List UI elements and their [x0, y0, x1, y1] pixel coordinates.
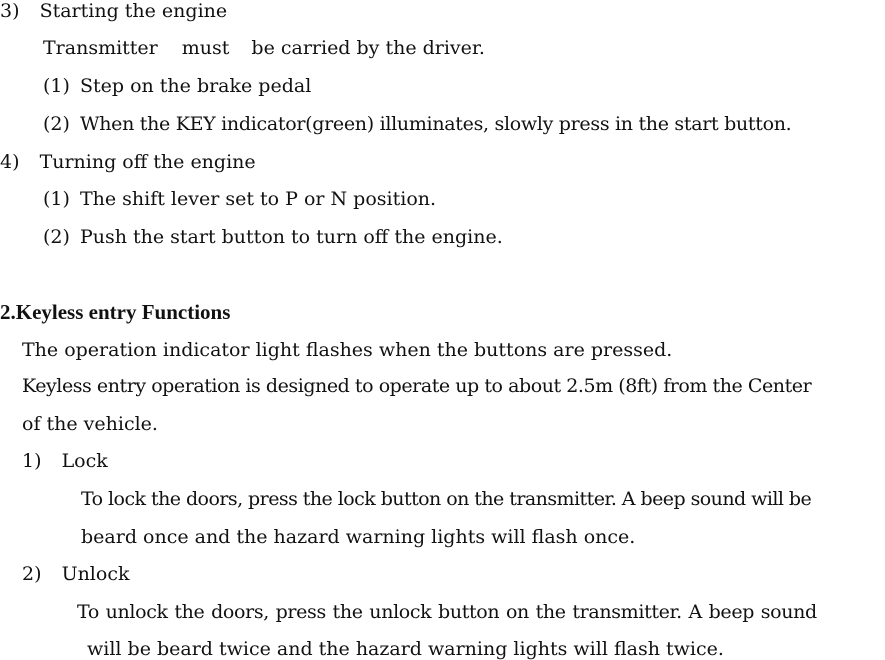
step-text: Step on the brake pedal: [79, 75, 312, 97]
unlock-number: 2): [22, 563, 42, 585]
keyless-para1: The operation indicator light flashes when the buttons are pressed.: [22, 339, 673, 361]
step-text: When the KEY indicator(green) illuminates, slowly press in the start button.: [79, 113, 792, 135]
lock-line1: To lock the doors, press the lock button on the transmitter. A beep sound will be: [81, 488, 812, 510]
step-number: (2): [43, 113, 70, 135]
section3-step-1: [43, 75, 311, 97]
lock-heading: [22, 450, 108, 472]
section3-note-word1: Transmitter: [43, 37, 158, 59]
unlock-title: Unlock: [61, 563, 130, 585]
section4-step-2: [43, 226, 503, 248]
step-number: (1): [43, 188, 70, 210]
step-number: (1): [43, 75, 70, 97]
lock-line2: beard once and the hazard warning lights will flash once.: [81, 526, 636, 548]
step-text: Push the start button to turn off the engine.: [79, 226, 503, 248]
unlock-line2: will be beard twice and the hazard warning lights will flash twice.: [87, 638, 724, 660]
step-text: The shift lever set to P or N position.: [79, 188, 437, 210]
keyless-para2-line2: of the vehicle.: [22, 413, 158, 435]
section3-note: [43, 37, 485, 59]
section3-number: 3): [0, 0, 20, 22]
step-number: (2): [43, 226, 70, 248]
unlock-heading: [22, 563, 129, 585]
section4-number: 4): [0, 151, 20, 173]
section3-step-2: [43, 113, 791, 135]
keyless-heading: 2.Keyless entry Functions: [0, 300, 231, 324]
lock-title: Lock: [61, 450, 108, 472]
section4-step-1: [43, 188, 436, 210]
section4-title: Turning off the engine: [39, 151, 256, 173]
section4-heading: [0, 151, 256, 173]
section3-heading: [0, 0, 227, 22]
unlock-line1: To unlock the doors, press the unlock button on the transmitter. A beep sound: [77, 601, 817, 623]
keyless-para2-line1: Keyless entry operation is designed to operate up to about 2.5m (8ft) from the Center: [22, 375, 812, 397]
section3-note-rest: be carried by the driver.: [251, 37, 485, 59]
section3-note-word2: must: [181, 37, 230, 59]
section3-title: Starting the engine: [39, 0, 228, 22]
lock-number: 1): [22, 450, 42, 472]
